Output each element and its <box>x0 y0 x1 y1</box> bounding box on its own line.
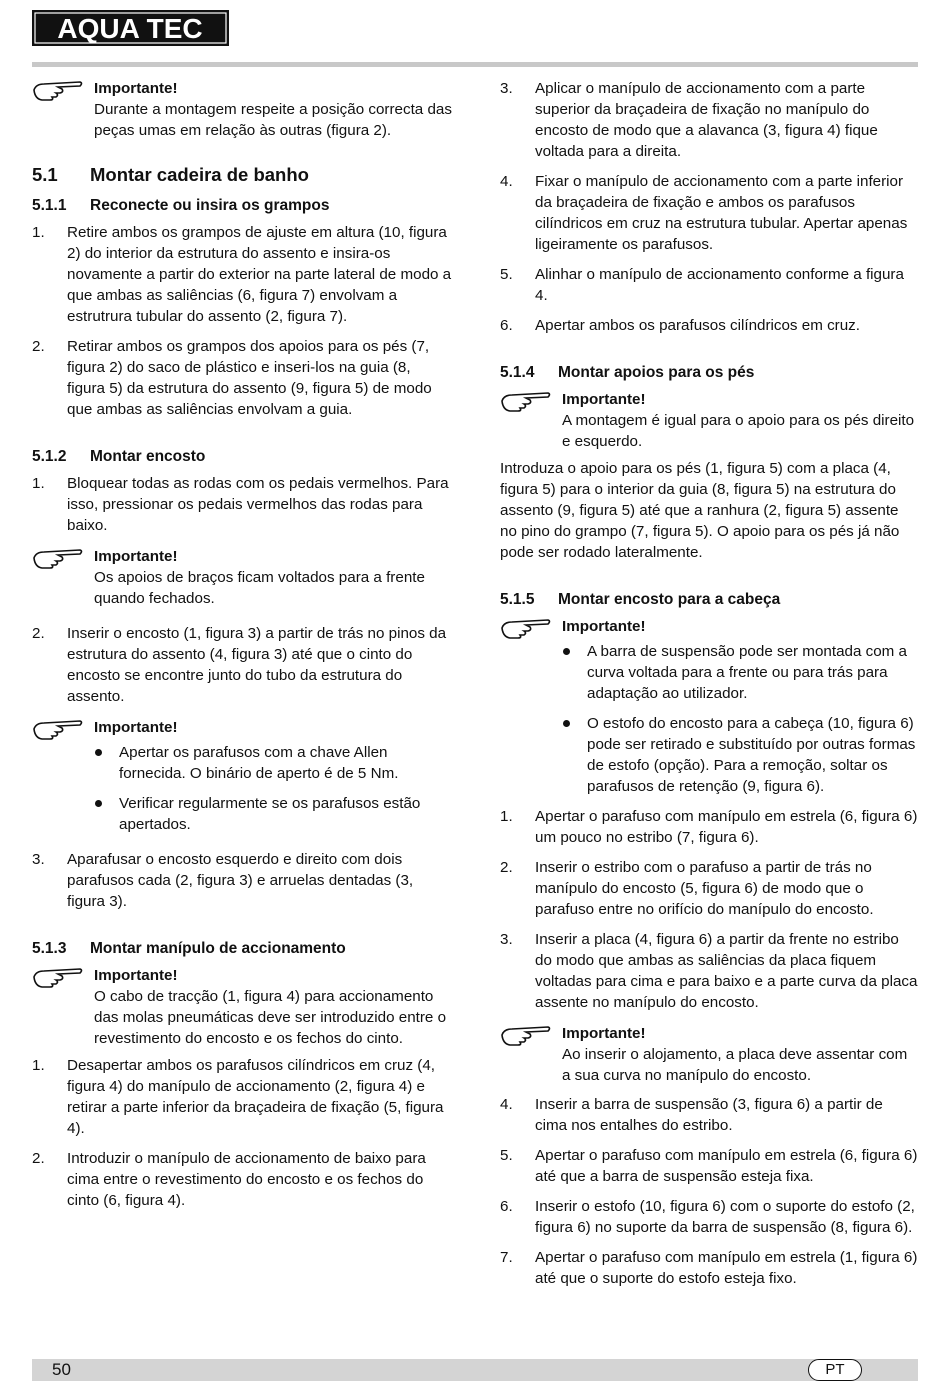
paragraph: Introduza o apoio para os pés (1, figura 5) com a placa (4, figura 5) para o interior da guia (8, figura 5) na estrutura do assento (9, figura 5) até que a ranhura (2, figura 5) assente no pino do grampo (7, figura 5). O apoio para os pés já não pode ser rodado lateralmente. <box>500 460 900 561</box>
bullet-item: Verificar regularmente se os parafusos estão apertados. <box>94 793 452 835</box>
list-item: 4. Inserir a barra de suspensão (3, figura 6) a partir de cima nos entalhes do estribo. <box>500 1096 883 1134</box>
list-item: 1. Desapertar ambos os parafusos cilíndricos em cruz (4, figura 4) do manípulo de accionamento (2, figura 4) e retirar a parte inferior da braçadeira de fixação (5, figura 4). <box>32 1057 444 1137</box>
step-list <box>32 222 452 420</box>
svg-text:AQUA TEC: AQUA TEC <box>57 13 203 44</box>
pointing-hand-icon <box>32 965 84 989</box>
list-item: 5. Alinhar o manípulo de accionamento conforme a figura 4. <box>500 266 904 304</box>
important-text: A montagem é igual para o apoio para os pés direito e esquerdo. <box>562 412 915 450</box>
pointing-hand-icon <box>500 389 552 413</box>
section-heading: 5.1 Montar cadeira de banho <box>32 164 309 185</box>
pointing-hand-icon <box>32 78 84 102</box>
left-column <box>32 78 452 1221</box>
important-text: Ao inserir o alojamento, a placa deve assentar com a sua curva no manípulo do encosto. <box>562 1046 908 1084</box>
step-list <box>500 1094 918 1289</box>
list-item: 6. Inserir o estofo (10, figura 6) com o suporte do estofo (2, figura 6) no suporte da barra de suspensão (8, figura 6). <box>500 1198 915 1236</box>
list-item: 5. Apertar o parafuso com manípulo em estrela (6, figura 6) até que a barra de suspensão esteja fixa. <box>500 1147 918 1185</box>
step-list <box>32 623 452 707</box>
list-item: 3. Inserir a placa (4, figura 6) a partir da frente no estribo do modo que ambas as saliências da placa fiquem voltadas para cima e para baixo e a parte curva da placa assente no manípulo do encosto. <box>500 931 918 1011</box>
right-column <box>500 78 918 1299</box>
list-item: 2. Retirar ambos os grampos dos apoios para os pés (7, figura 2) do saco de plástico e inseri-los na guia (8, figura 5) da estrutura do assento (9, figura 5) de modo que ambas as saliências envolvam a guia. <box>32 338 432 418</box>
important-label: Importante! <box>94 967 178 984</box>
list-item: 1. Apertar o parafuso com manípulo em estrela (6, figura 6) um pouco no estribo (7, figura 6). <box>500 808 918 846</box>
important-label: Importante! <box>562 391 646 408</box>
pointing-hand-icon <box>32 546 84 570</box>
bullet-list <box>562 641 918 797</box>
list-item: 1. Retire ambos os grampos de ajuste em altura (10, figura 2) do interior da estrutura do assento e insira-os novamente a partir do exterior na parte lateral de modo a que ambas as saliências (6, figura 7) envolvam a estrutrura tubular do assento (2, figura 7). <box>32 224 452 325</box>
bullet-list <box>94 742 452 835</box>
important-label: Importante! <box>562 618 646 635</box>
pointing-hand-icon <box>32 717 84 741</box>
language-badge: PT <box>808 1359 862 1381</box>
list-item: 6. Apertar ambos os parafusos cilíndricos em cruz. <box>500 317 860 334</box>
step-list <box>500 806 918 1013</box>
important-text: O cabo de tracção (1, figura 4) para accionamento das molas pneumáticas deve ser introduzido entre o revestimento do encosto e os fechos do cinto. <box>94 988 447 1047</box>
step-list <box>32 1055 452 1211</box>
list-item: 2. Inserir o estribo com o parafuso a partir de trás no manípulo do encosto (5, figura 6) de modo que o parafuso entre no orifício do manípulo do encosto. <box>500 859 874 918</box>
footer-bar <box>32 1359 918 1381</box>
subsection-heading: 5.1.5 Montar encosto para a cabeça <box>500 591 781 608</box>
important-label: Importante! <box>94 719 178 736</box>
important-note <box>32 546 452 609</box>
important-label: Importante! <box>94 80 178 97</box>
bullet-item: A barra de suspensão pode ser montada com a curva voltada para a frente ou para trás para adaptação ao utilizador. <box>562 641 918 704</box>
important-label: Importante! <box>94 548 178 565</box>
step-list <box>32 849 452 912</box>
header-rule <box>32 62 918 67</box>
important-note <box>32 717 452 835</box>
subsection-heading: 5.1.3 Montar manípulo de accionamento <box>32 940 346 957</box>
pointing-hand-icon <box>500 616 552 640</box>
list-item: 7. Apertar o parafuso com manípulo em estrela (1, figura 6) até que o suporte do estofo esteja fixo. <box>500 1249 918 1287</box>
list-item: 2. Introduzir o manípulo de accionamento de baixo para cima entre o revestimento do encosto e os fechos do cinto (6, figura 4). <box>32 1150 426 1209</box>
list-item: 1. Bloquear todas as rodas com os pedais vermelhos. Para isso, pressionar os pedais vermelhos das rodas para baixo. <box>32 475 449 534</box>
important-label: Importante! <box>562 1025 646 1042</box>
step-list <box>500 78 918 336</box>
page-number: 50 <box>52 1360 71 1379</box>
list-item: 2. Inserir o encosto (1, figura 3) a partir de trás no pinos da estrutura do assento (4, figura 3) até que o cinto do encosto se encontre junto do tubo da estrutura do assento. <box>32 625 447 705</box>
important-note <box>32 965 452 1049</box>
bullet-item: O estofo do encosto para a cabeça (10, figura 6) pode ser retirado e substituído por outras formas de estofo (opção). Para a remoção, soltar os parafusos de retenção (9, figura 6). <box>562 713 918 797</box>
subsection-heading: 5.1.2 Montar encosto <box>32 448 206 465</box>
important-text: Durante a montagem respeite a posição correcta das peças umas em relação às outras (figura 2). <box>94 101 452 139</box>
bullet-item: Apertar os parafusos com a chave Allen fornecida. O binário de aperto é de 5 Nm. <box>94 742 452 784</box>
subsection-heading: 5.1.1 Reconecte ou insira os grampos <box>32 197 330 214</box>
aquatec-logo <box>32 10 229 46</box>
subsection-heading: 5.1.4 Montar apoios para os pés <box>500 364 755 381</box>
important-note <box>500 616 918 797</box>
step-list <box>32 473 452 536</box>
list-item: 3. Aplicar o manípulo de accionamento com a parte superior da braçadeira de fixação no manípulo do encosto de modo que a alavanca (3, figura 4) fique voltada para a direita. <box>500 80 878 160</box>
list-item: 3. Aparafusar o encosto esquerdo e direito com dois parafusos cada (2, figura 3) e arruelas dentadas (3, figura 3). <box>32 851 414 910</box>
pointing-hand-icon <box>500 1023 552 1047</box>
important-text: Os apoios de braços ficam voltados para a frente quando fechados. <box>94 569 425 607</box>
important-note <box>500 389 918 452</box>
important-note <box>500 1023 918 1086</box>
important-note <box>32 78 452 141</box>
list-item: 4. Fixar o manípulo de accionamento com a parte inferior da braçadeira de fixação e ambos os parafusos cilíndricos em cruz na estrutura tubular. Apertar apenas ligeiramente os parafusos. <box>500 173 908 253</box>
